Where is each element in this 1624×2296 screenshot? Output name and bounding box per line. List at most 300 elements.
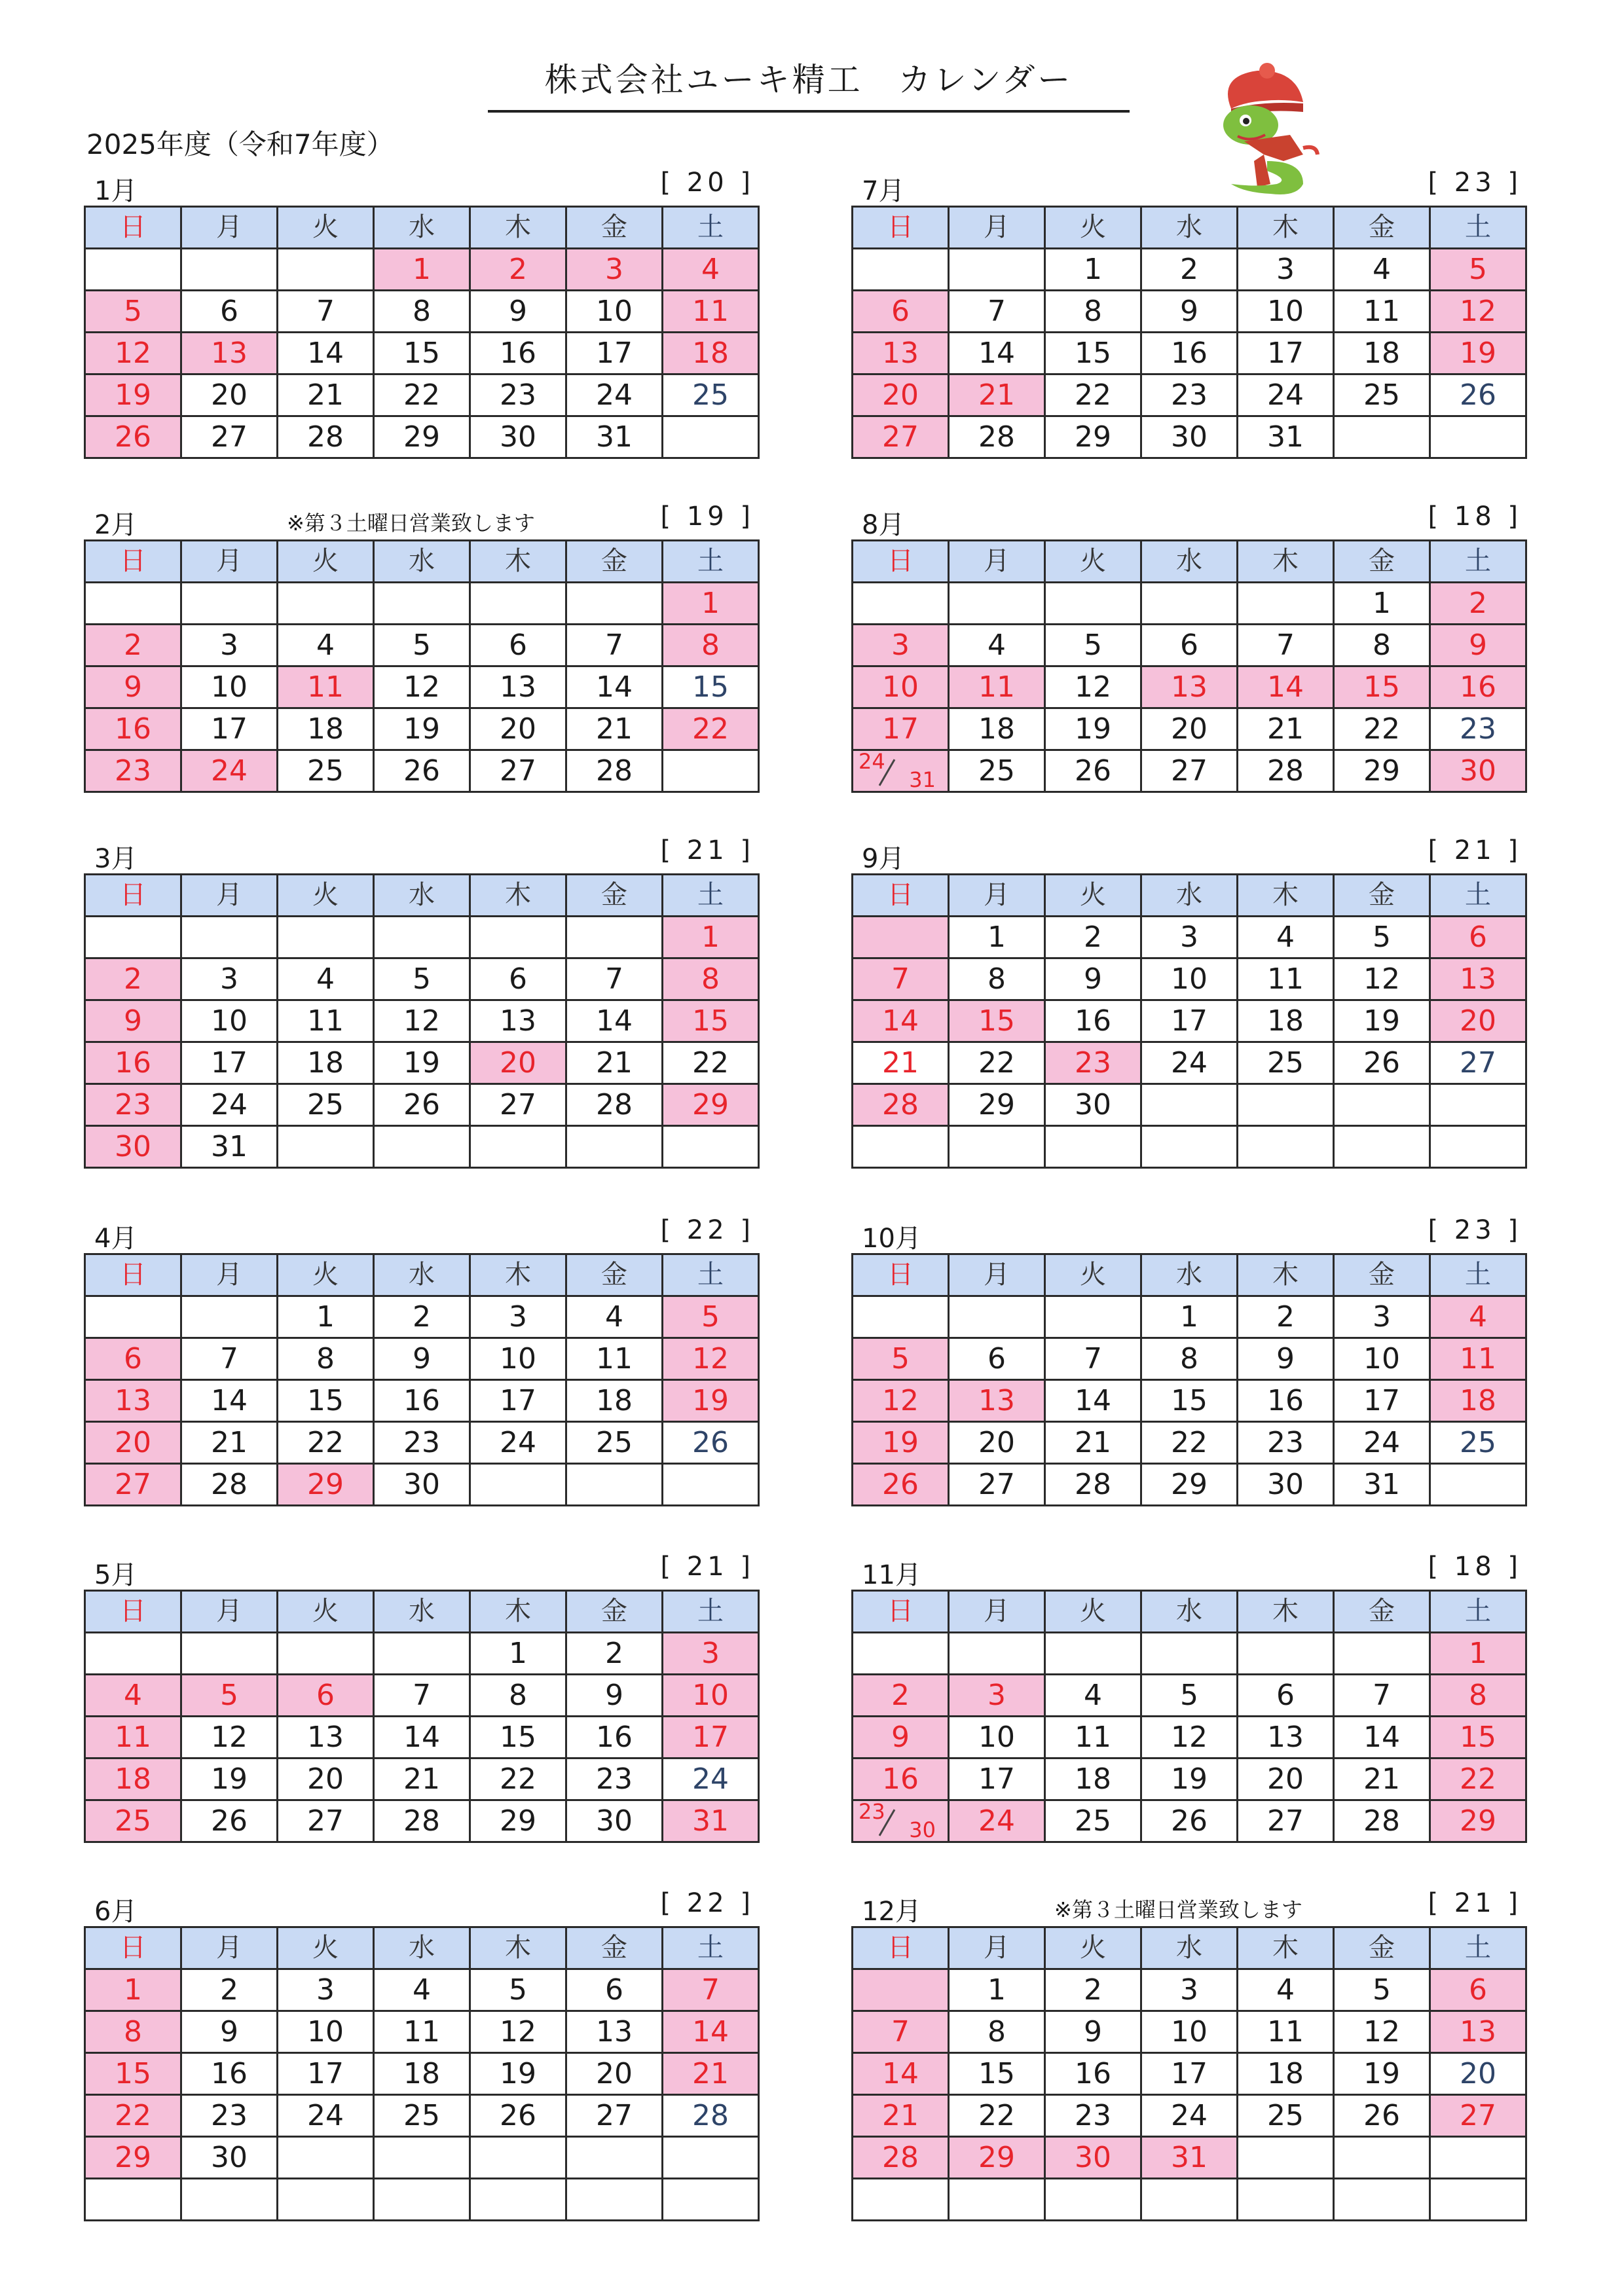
day-cell: 14 (1238, 666, 1334, 708)
day-cell: 20 (949, 1422, 1045, 1464)
empty-cell (181, 917, 278, 958)
empty-cell (278, 2137, 374, 2179)
week-row (853, 917, 1526, 958)
month-name: 7月 (862, 176, 905, 206)
weekday-header: 日 (853, 1254, 949, 1296)
day-cell: 25 (949, 750, 1045, 792)
week-row (85, 1422, 759, 1464)
empty-cell (1334, 1126, 1430, 1168)
month-table (851, 539, 1527, 793)
day-cell: 20 (85, 1422, 181, 1464)
day-cell: 8 (1430, 1675, 1526, 1717)
day-cell: 10 (181, 666, 278, 708)
empty-cell (374, 917, 470, 958)
month-calendar (84, 1549, 760, 1843)
day-cell: 3 (181, 958, 278, 1000)
empty-cell (853, 1296, 949, 1338)
day-cell: 7 (181, 1338, 278, 1380)
day-number: 31 (909, 767, 936, 792)
week-row (85, 1633, 759, 1675)
empty-cell (1141, 1084, 1238, 1126)
day-cell: 12 (1334, 958, 1430, 1000)
day-cell: 2 (374, 1296, 470, 1338)
day-cell: 6 (949, 1338, 1045, 1380)
day-cell: 17 (853, 708, 949, 750)
month-name: 2月 (94, 510, 138, 540)
week-row (85, 1084, 759, 1126)
week-row (85, 1800, 759, 1842)
day-cell: 22 (85, 2095, 181, 2137)
weekday-header: 火 (1045, 1591, 1141, 1633)
weekday-header: 日 (85, 1254, 181, 1296)
day-cell: 5 (853, 1338, 949, 1380)
day-cell: 21 (1334, 1758, 1430, 1800)
month-header (84, 499, 760, 539)
day-cell: 14 (853, 1000, 949, 1042)
weekday-header: 日 (85, 541, 181, 583)
empty-cell (278, 249, 374, 291)
weekday-header: 火 (1045, 875, 1141, 917)
weekday-header: 木 (1238, 207, 1334, 249)
weekday-header: 月 (181, 541, 278, 583)
day-cell: 15 (1045, 333, 1141, 374)
day-cell: 24 (566, 374, 663, 416)
day-cell: 9 (85, 1000, 181, 1042)
day-cell: 6 (181, 291, 278, 333)
day-cell: 27 (470, 750, 566, 792)
month-name: 6月 (94, 1897, 138, 1927)
day-cell: 5 (663, 1296, 759, 1338)
day-cell: 25 (1238, 1042, 1334, 1084)
weekday-header: 金 (1334, 1254, 1430, 1296)
day-cell: 27 (85, 1464, 181, 1506)
weekday-header: 月 (949, 541, 1045, 583)
day-cell: 22 (949, 2095, 1045, 2137)
day-cell: 26 (1334, 2095, 1430, 2137)
day-cell: 24 (1141, 2095, 1238, 2137)
working-days-count: [ 21 ] (1428, 1888, 1522, 1918)
day-cell: 7 (1334, 1675, 1430, 1717)
day-cell: 12 (1045, 666, 1141, 708)
day-cell: 30 (1045, 2137, 1141, 2179)
empty-cell (470, 917, 566, 958)
month-calendar (851, 165, 1527, 459)
week-row (853, 1084, 1526, 1126)
working-days-count: [ 22 ] (660, 1888, 754, 1918)
empty-cell (853, 2179, 949, 2221)
day-cell: 29 (470, 1800, 566, 1842)
day-cell: 19 (1430, 333, 1526, 374)
day-cell: 18 (278, 708, 374, 750)
weekday-header: 日 (85, 875, 181, 917)
empty-cell (278, 1126, 374, 1168)
empty-cell (374, 583, 470, 625)
day-cell: 16 (181, 2053, 278, 2095)
week-row (853, 583, 1526, 625)
day-cell: 10 (470, 1338, 566, 1380)
empty-cell (470, 2179, 566, 2221)
empty-cell (663, 1126, 759, 1168)
working-days-count: [ 23 ] (1428, 168, 1522, 198)
day-number: 30 (909, 1817, 936, 1842)
day-cell: 29 (1141, 1464, 1238, 1506)
day-cell: 14 (1045, 1380, 1141, 1422)
day-cell: 25 (1045, 1800, 1141, 1842)
day-cell: 17 (181, 708, 278, 750)
week-row (85, 1296, 759, 1338)
weekday-header: 土 (663, 1927, 759, 1969)
day-cell: 31 (1238, 416, 1334, 458)
week-row (85, 1380, 759, 1422)
empty-cell (1430, 1084, 1526, 1126)
month-table (851, 1590, 1527, 1843)
weekday-header: 火 (278, 1591, 374, 1633)
day-cell: 27 (1141, 750, 1238, 792)
day-cell: 11 (1238, 2011, 1334, 2053)
week-row (85, 416, 759, 458)
day-cell: 14 (1334, 1717, 1430, 1758)
empty-cell (470, 1126, 566, 1168)
day-cell: 12 (1334, 2011, 1430, 2053)
day-cell: 6 (1238, 1675, 1334, 1717)
weekday-header: 土 (1430, 875, 1526, 917)
empty-cell (853, 249, 949, 291)
day-cell: 18 (374, 2053, 470, 2095)
day-cell: 11 (85, 1717, 181, 1758)
day-cell: 24 (1238, 374, 1334, 416)
day-cell: 5 (374, 958, 470, 1000)
day-cell: 30 (85, 1126, 181, 1168)
day-cell: 26 (663, 1422, 759, 1464)
day-cell: 10 (853, 666, 949, 708)
month-name: 8月 (862, 510, 905, 540)
week-row (85, 1675, 759, 1717)
empty-cell (1238, 2179, 1334, 2221)
day-cell: 20 (1238, 1758, 1334, 1800)
weekday-header: 水 (1141, 207, 1238, 249)
day-cell: 5 (1141, 1675, 1238, 1717)
week-row (853, 1675, 1526, 1717)
week-row (85, 2053, 759, 2095)
day-cell: 19 (470, 2053, 566, 2095)
day-cell: 15 (278, 1380, 374, 1422)
day-cell: 16 (1045, 2053, 1141, 2095)
week-row (853, 1296, 1526, 1338)
day-cell: 5 (470, 1969, 566, 2011)
day-cell: 18 (566, 1380, 663, 1422)
week-row (85, 1126, 759, 1168)
day-cell: 24 (278, 2095, 374, 2137)
day-cell: 1 (374, 249, 470, 291)
day-cell: 28 (1238, 750, 1334, 792)
day-cell: 11 (278, 1000, 374, 1042)
working-days-count: [ 21 ] (1428, 835, 1522, 866)
month-header (851, 1212, 1527, 1253)
week-row (85, 1758, 759, 1800)
day-cell: 8 (1334, 625, 1430, 666)
empty-cell (85, 2179, 181, 2221)
empty-cell (853, 1969, 949, 2011)
day-cell: 1 (278, 1296, 374, 1338)
day-cell: 25 (278, 1084, 374, 1126)
month-table (851, 1926, 1527, 2221)
empty-cell (1334, 2179, 1430, 2221)
day-cell: 1 (85, 1969, 181, 2011)
weekday-header: 日 (85, 207, 181, 249)
weekday-header: 土 (1430, 541, 1526, 583)
day-cell: 24 (181, 1084, 278, 1126)
empty-cell (1238, 1126, 1334, 1168)
day-cell: 13 (853, 333, 949, 374)
day-cell: 20 (470, 1042, 566, 1084)
day-cell: 27 (278, 1800, 374, 1842)
day-cell: 4 (1238, 1969, 1334, 2011)
day-cell: 20 (1141, 708, 1238, 750)
day-cell: 17 (181, 1042, 278, 1084)
day-cell: 7 (278, 291, 374, 333)
working-days-count: [ 21 ] (660, 1552, 754, 1582)
day-cell: 7 (853, 2011, 949, 2053)
day-cell: 15 (85, 2053, 181, 2095)
day-cell: 13 (85, 1380, 181, 1422)
day-cell: 6 (1141, 625, 1238, 666)
day-cell: 31 (181, 1126, 278, 1168)
weekday-header: 日 (853, 1927, 949, 1969)
empty-cell (1430, 1126, 1526, 1168)
day-cell: 8 (949, 2011, 1045, 2053)
day-cell: 1 (1141, 1296, 1238, 1338)
weekday-header: 水 (1141, 875, 1238, 917)
week-row (85, 2095, 759, 2137)
day-cell: 31 (1334, 1464, 1430, 1506)
day-number: 24 (858, 749, 885, 774)
day-cell: 16 (374, 1380, 470, 1422)
week-row (853, 1000, 1526, 1042)
weekday-header: 土 (663, 875, 759, 917)
day-cell: 16 (1238, 1380, 1334, 1422)
day-cell: 22 (1430, 1758, 1526, 1800)
day-cell: 3 (1141, 1969, 1238, 2011)
weekday-header: 日 (853, 207, 949, 249)
weekday-header: 金 (566, 541, 663, 583)
day-cell: 24 (181, 750, 278, 792)
weekday-header: 木 (470, 1927, 566, 1969)
month-header (84, 1549, 760, 1590)
day-cell: 18 (278, 1042, 374, 1084)
week-row (853, 1758, 1526, 1800)
day-cell: 1 (663, 917, 759, 958)
day-cell: 28 (949, 416, 1045, 458)
day-cell: 27 (1238, 1800, 1334, 1842)
empty-cell (1141, 1633, 1238, 1675)
day-cell: 29 (1045, 416, 1141, 458)
day-cell: 30 (566, 1800, 663, 1842)
day-cell: 8 (1045, 291, 1141, 333)
weekday-header: 木 (470, 207, 566, 249)
day-cell: 25 (1430, 1422, 1526, 1464)
day-cell: 31 (1141, 2137, 1238, 2179)
empty-cell (853, 917, 949, 958)
weekday-header: 木 (470, 875, 566, 917)
day-cell: 21 (1238, 708, 1334, 750)
week-row (85, 1000, 759, 1042)
empty-cell (853, 583, 949, 625)
day-cell: 22 (663, 1042, 759, 1084)
day-cell: 31 (566, 416, 663, 458)
weekday-header: 木 (470, 1591, 566, 1633)
day-cell: 21 (853, 2095, 949, 2137)
empty-cell (470, 1464, 566, 1506)
day-cell: 21 (566, 708, 663, 750)
day-cell: 25 (278, 750, 374, 792)
month-header (851, 1886, 1527, 1926)
day-cell: 17 (1334, 1380, 1430, 1422)
day-cell: 9 (1045, 958, 1141, 1000)
day-cell: 18 (1238, 1000, 1334, 1042)
day-cell: 6 (470, 958, 566, 1000)
day-cell: 8 (374, 291, 470, 333)
month-calendar (851, 833, 1527, 1169)
month-table (851, 1253, 1527, 1506)
day-cell: 15 (1141, 1380, 1238, 1422)
day-cell: 8 (85, 2011, 181, 2053)
day-cell: 3 (1141, 917, 1238, 958)
day-cell: 10 (278, 2011, 374, 2053)
week-row (853, 1633, 1526, 1675)
weekday-header: 月 (949, 1927, 1045, 1969)
day-cell: 9 (374, 1338, 470, 1380)
day-cell: 20 (470, 708, 566, 750)
day-cell: 17 (470, 1380, 566, 1422)
working-days-count: [ 21 ] (660, 835, 754, 866)
weekday-header: 火 (278, 207, 374, 249)
week-row (85, 1338, 759, 1380)
day-cell: 17 (1238, 333, 1334, 374)
day-cell: 23 (181, 2095, 278, 2137)
day-cell: 23 (1430, 708, 1526, 750)
day-cell: 3 (470, 1296, 566, 1338)
weekday-header: 火 (1045, 207, 1141, 249)
day-cell: 25 (374, 2095, 470, 2137)
day-cell: 14 (949, 333, 1045, 374)
day-cell: 20 (853, 374, 949, 416)
day-cell: 2 (470, 249, 566, 291)
week-row (85, 708, 759, 750)
weekday-header: 木 (1238, 875, 1334, 917)
day-cell: 3 (1334, 1296, 1430, 1338)
week-row (853, 1969, 1526, 2011)
empty-cell (278, 1633, 374, 1675)
day-cell: 21 (374, 1758, 470, 1800)
day-cell: 25 (1238, 2095, 1334, 2137)
empty-cell (1045, 583, 1141, 625)
empty-cell (1238, 2137, 1334, 2179)
empty-cell (949, 583, 1045, 625)
week-row (85, 958, 759, 1000)
day-cell: 12 (663, 1338, 759, 1380)
day-cell: 11 (663, 291, 759, 333)
month-header (851, 499, 1527, 539)
day-cell: 22 (374, 374, 470, 416)
day-cell: 29 (663, 1084, 759, 1126)
weekday-header: 木 (1238, 1591, 1334, 1633)
day-cell: 26 (85, 416, 181, 458)
day-cell: 5 (1045, 625, 1141, 666)
week-row (85, 1042, 759, 1084)
day-cell (853, 1800, 949, 1842)
day-cell: 5 (85, 291, 181, 333)
day-cell: 19 (1334, 2053, 1430, 2095)
day-cell: 3 (853, 625, 949, 666)
weekday-header: 月 (949, 1591, 1045, 1633)
day-cell: 15 (470, 1717, 566, 1758)
empty-cell (181, 1633, 278, 1675)
day-cell: 22 (1334, 708, 1430, 750)
day-cell: 13 (566, 2011, 663, 2053)
day-cell: 30 (1045, 1084, 1141, 1126)
day-cell: 28 (1045, 1464, 1141, 1506)
day-cell: 5 (1334, 917, 1430, 958)
day-cell: 1 (1430, 1633, 1526, 1675)
week-row (853, 666, 1526, 708)
day-cell: 15 (949, 1000, 1045, 1042)
weekday-header: 土 (1430, 1254, 1526, 1296)
day-cell: 6 (566, 1969, 663, 2011)
month-calendar (84, 833, 760, 1169)
day-cell: 10 (1141, 2011, 1238, 2053)
day-cell: 23 (1141, 374, 1238, 416)
day-cell: 3 (181, 625, 278, 666)
day-cell: 11 (566, 1338, 663, 1380)
day-cell: 17 (1141, 1000, 1238, 1042)
empty-cell (278, 917, 374, 958)
week-row (853, 416, 1526, 458)
weekday-header: 月 (181, 207, 278, 249)
day-cell: 18 (663, 333, 759, 374)
day-cell: 26 (1141, 1800, 1238, 1842)
weekday-header: 木 (470, 541, 566, 583)
day-cell: 2 (1045, 917, 1141, 958)
day-cell: 21 (181, 1422, 278, 1464)
empty-cell (1045, 1296, 1141, 1338)
weekday-header: 水 (374, 875, 470, 917)
weekday-header: 土 (663, 1254, 759, 1296)
month-calendar (851, 1886, 1527, 2221)
day-cell: 13 (1430, 2011, 1526, 2053)
day-cell: 13 (470, 666, 566, 708)
empty-cell (1430, 2179, 1526, 2221)
day-cell: 4 (278, 625, 374, 666)
weekday-header: 土 (663, 1591, 759, 1633)
day-cell: 6 (278, 1675, 374, 1717)
empty-cell (853, 1633, 949, 1675)
day-cell: 4 (1430, 1296, 1526, 1338)
day-cell: 15 (949, 2053, 1045, 2095)
day-cell: 12 (1430, 291, 1526, 333)
day-cell: 6 (1430, 917, 1526, 958)
week-row (85, 333, 759, 374)
day-cell: 18 (949, 708, 1045, 750)
day-cell: 24 (663, 1758, 759, 1800)
day-cell: 5 (374, 625, 470, 666)
day-cell: 15 (663, 666, 759, 708)
day-cell: 14 (374, 1717, 470, 1758)
month-header (851, 1549, 1527, 1590)
day-cell (853, 750, 949, 792)
empty-cell (1141, 2179, 1238, 2221)
day-cell: 26 (181, 1800, 278, 1842)
day-cell: 10 (1141, 958, 1238, 1000)
